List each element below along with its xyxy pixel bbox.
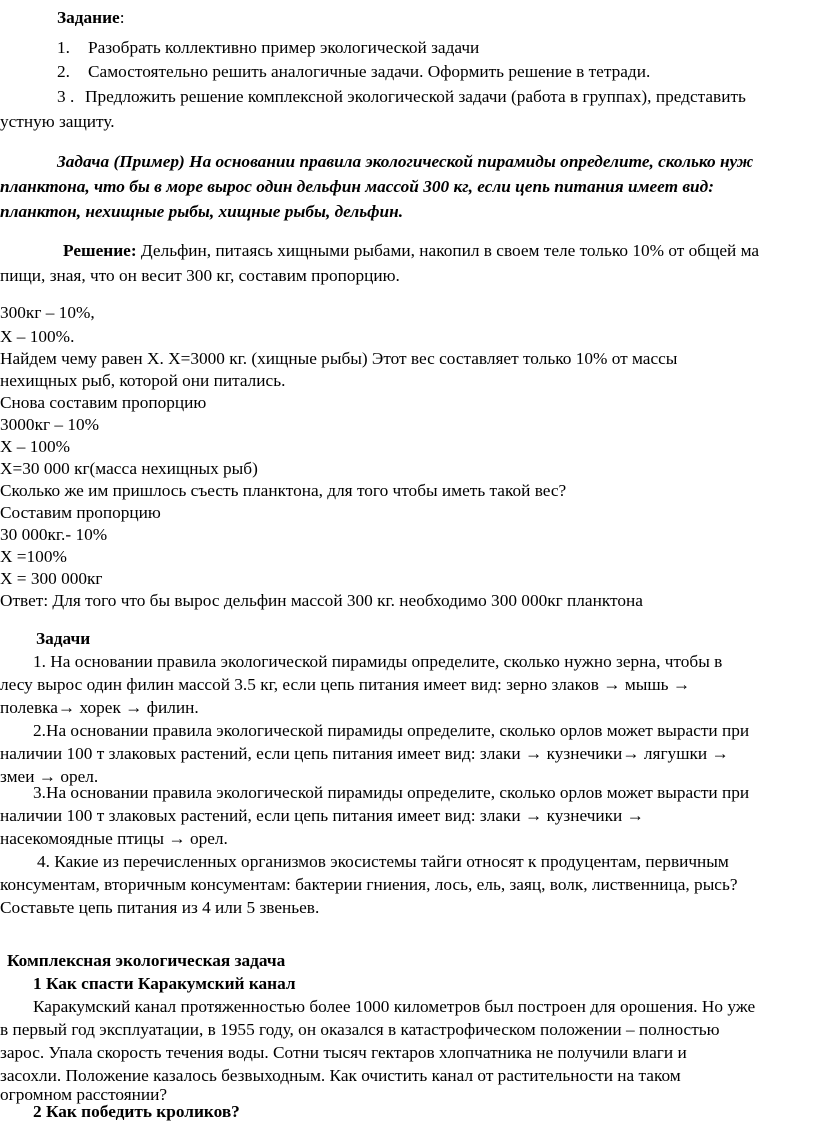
task-line-7: 3.На основании правила экологической пирамиды определите, сколько орлов может вырасти при <box>33 783 750 802</box>
assignment-item-2-num: 2. <box>57 62 70 81</box>
task-line-5: наличии 100 т злаковых растений, если цепь питания имеет вид: злаки → кузнечики→ лягушки → <box>0 744 729 763</box>
tasks-heading: Задачи <box>36 629 91 648</box>
task-line-10: 4. Какие из перечисленных организмов экосистемы тайги относят к продуцентам, первичным <box>37 852 729 871</box>
solution-text-1: Дельфин, питаясь хищными рыбами, накопил в своем теле только 10% от общей ма <box>136 241 760 260</box>
solution-step-12: X =100% <box>0 547 67 566</box>
solution-step-10: Составим пропорцию <box>0 503 161 522</box>
assignment-item-3-cont: устную защиту. <box>0 112 115 131</box>
solution-step-11: 30 000кг.- 10% <box>0 525 108 544</box>
solution-answer: Ответ: Для того что бы вырос дельфин массой 300 кг. необходимо 300 000кг планктона <box>0 591 643 610</box>
solution-step-5: Снова составим пропорцию <box>0 393 207 412</box>
solution-step-7: X – 100% <box>0 437 71 456</box>
task-line-3: полевка→ хорек → филин. <box>0 698 199 717</box>
task-line-6: змеи → орел. <box>0 767 99 786</box>
solution-step-13: X = 300 000кг <box>0 569 103 588</box>
solution-line-2: пищи, зная, что он весит 300 кг, составим пропорцию. <box>0 266 400 285</box>
assignment-item-1-text: Разобрать коллективно пример экологической задачи <box>88 38 480 57</box>
complex-subheading-1: 1 Как спасти Каракумский канал <box>33 974 296 993</box>
solution-label: Решение: <box>63 241 137 260</box>
task-line-8: наличии 100 т злаковых растений, если цепь питания имеет вид: злаки → кузнечики → <box>0 806 644 825</box>
solution-step-3: Найдем чему равен X. X=3000 кг. (хищные рыбы) Этот вес составляет только 10% от массы <box>0 349 678 368</box>
assignment-item-3-num: 3 . <box>57 87 75 106</box>
example-line-3: планктон, нехищные рыбы, хищные рыбы, дельфин. <box>0 202 404 221</box>
example-line-1: Задача (Пример) На основании правила экологической пирамиды определите, сколько нуж <box>57 152 754 171</box>
complex-line-2: в первый год эксплуатации, в 1955 году, он оказался в катастрофическом положении – полностью <box>0 1020 720 1039</box>
assignment-heading-line <box>57 7 125 29</box>
solution-line-1 <box>63 240 759 262</box>
example-line-2: планктона, что бы в море вырос один дельфин массой 300 кг, если цепь питания имеет вид: <box>0 177 714 196</box>
task-line-4: 2.На основании правила экологической пирамиды определите, сколько орлов может вырасти при <box>33 721 750 740</box>
task-line-1: 1. На основании правила экологической пирамиды определите, сколько нужно зерна, чтобы в <box>33 652 723 671</box>
assignment-item-1-num: 1. <box>57 38 70 57</box>
solution-step-1: 300кг – 10%, <box>0 303 95 322</box>
complex-heading: Комплексная экологическая задача <box>7 951 286 970</box>
solution-step-6: 3000кг – 10% <box>0 415 100 434</box>
assignment-heading: Задание <box>57 8 120 27</box>
complex-subheading-2: 2 Как победить кроликов? <box>33 1102 240 1121</box>
solution-step-2: X – 100%. <box>0 327 75 346</box>
complex-line-3: зарос. Упала скорость течения воды. Сотни тысяч гектаров хлопчатника не получили влаги и <box>0 1043 687 1062</box>
solution-step-9: Сколько же им пришлось съесть планктона, для того чтобы иметь такой вес? <box>0 481 567 500</box>
assignment-item-3-text: Предложить решение комплексной экологической задачи (работа в группах), представить <box>85 87 746 106</box>
complex-line-5: огромном расстоянии? <box>0 1085 168 1104</box>
assignment-item-2-text: Самостоятельно решить аналогичные задачи. Оформить решение в тетради. <box>88 62 651 81</box>
solution-step-4: нехищных рыб, которой они питались. <box>0 371 286 390</box>
complex-line-1: Каракумский канал протяженностью более 1000 километров был построен для орошения. Но уже <box>33 997 756 1016</box>
task-line-2: лесу вырос один филин массой 3.5 кг, если цепь питания имеет вид: зерно злаков → мышь → <box>0 675 691 694</box>
solution-step-8: X=30 000 кг(масса нехищных рыб) <box>0 459 258 478</box>
task-line-12: Составьте цепь питания из 4 или 5 звеньев. <box>0 898 320 917</box>
assignment-heading-colon: : <box>119 8 125 27</box>
task-line-11: консументам, вторичным консументам: бактерии гниения, лось, ель, заяц, волк, лиственница, рысь? <box>0 875 738 894</box>
task-line-9: насекомоядные птицы → орел. <box>0 829 228 848</box>
complex-line-4: засохли. Положение казалось безвыходным. Как очистить канал от растительности на таком <box>0 1066 681 1085</box>
